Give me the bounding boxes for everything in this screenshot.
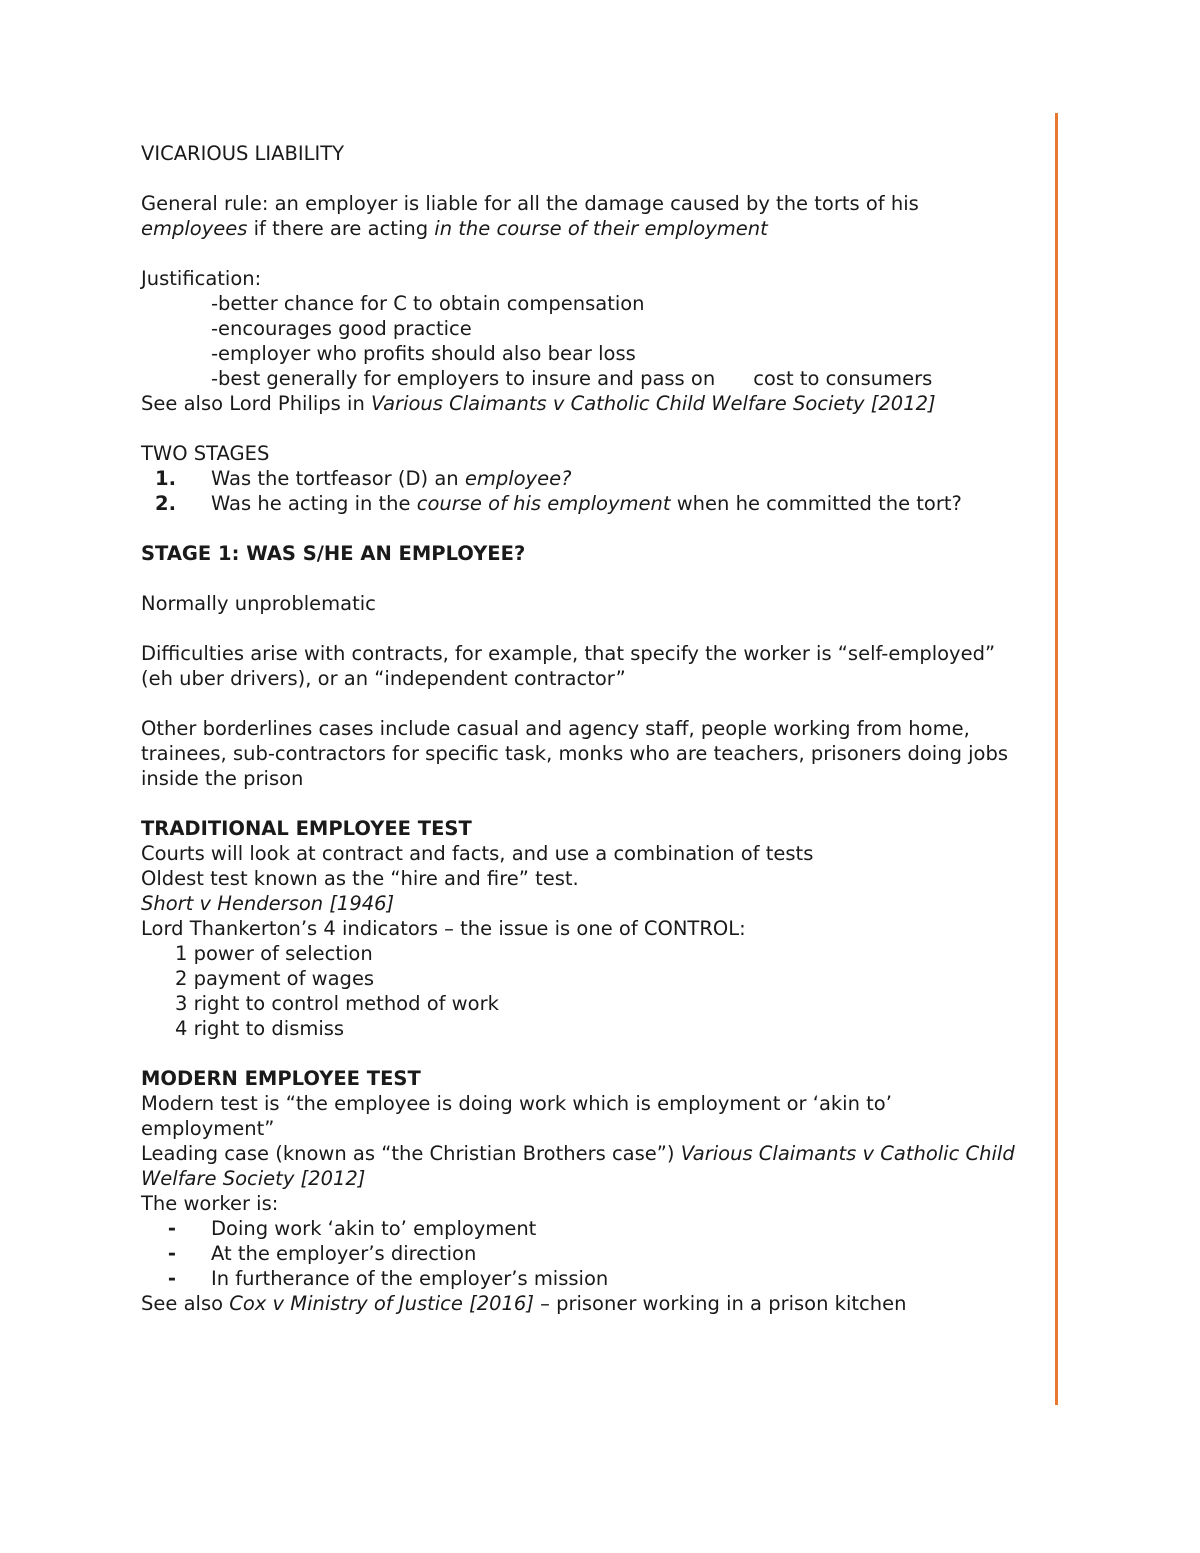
dash-marker: - [167,1217,176,1240]
case-citation: Various Claimants v Catholic Child Welfare Society [2012] [371,392,936,415]
general-rule-text: General rule: an employer is liable for all the damage caused by the torts of his [141,192,919,215]
bullet-text: Doing work ‘akin to’ employment [211,1217,537,1240]
list-number: 1. [155,467,176,490]
justification-item: -better chance for C to obtain compensation [211,292,645,315]
general-rule-italic: employees [141,217,248,240]
modern-line-text: Leading case (known as “the Christian Brothers case”) [141,1142,681,1165]
general-rule [141,191,1021,241]
bullet-item [141,1241,1021,1266]
see-also-philips [141,391,1021,416]
indicator-item: 4 right to dismiss [175,1017,345,1040]
see-also-text: See also Lord Philips in [141,392,372,415]
traditional-line: Oldest test known as the “hire and fire” test. [141,867,579,890]
list-item [141,466,1021,491]
list-item-text: Was he acting in the [211,492,417,515]
justification-item-text: -best generally for employers to insure and pass on [211,367,716,390]
document-page [141,141,1021,1316]
traditional-heading: TRADITIONAL EMPLOYEE TEST [141,817,472,840]
stage1-heading: STAGE 1: WAS S/HE AN EMPLOYEE? [141,542,526,565]
doc-title: VICARIOUS LIABILITY [141,142,345,165]
dash-marker: - [167,1267,176,1290]
justification-item-text-2: cost to consumers [753,367,933,390]
two-stages-label: TWO STAGES [141,442,270,465]
dash-marker: - [167,1242,176,1265]
justification-item [141,366,1021,391]
normally-text: Normally unproblematic [141,592,376,615]
general-rule-text-2: if there are acting [247,217,435,240]
general-rule-italic-2: in the course of their employment [434,217,768,240]
justification-item: -employer who profits should also bear loss [211,342,636,365]
case-citation: Cox v Ministry of Justice [2016] [229,1292,534,1315]
traditional-line: Courts will look at contract and facts, and use a combination of tests [141,842,814,865]
margin-rule [1055,113,1058,1405]
bullet-item [141,1216,1021,1241]
list-item [141,491,1021,516]
see-also-text: See also [141,1292,230,1315]
modern-heading: MODERN EMPLOYEE TEST [141,1067,421,1090]
modern-line: Modern test is “the employee is doing work which is employment or ‘akin to’ employment” [141,1092,892,1140]
borderline-text: Other borderlines cases include casual and agency staff, people working from home, trainees, sub-contractors for specific task, monks who are teachers, prisoners doing jobs inside the prison [141,717,1009,790]
modern-line: The worker is: [141,1192,279,1215]
justification-item: -encourages good practice [211,317,472,340]
indicator-item: 2 payment of wages [175,967,375,990]
justification-label: Justification: [141,267,262,290]
bullet-text: At the employer’s direction [211,1242,477,1265]
indicator-item: 1 power of selection [175,942,373,965]
see-also-text-2: – prisoner working in a prison kitchen [533,1292,907,1315]
indicator-item: 3 right to control method of work [175,992,499,1015]
list-item-italic: employee? [464,467,572,490]
list-item-text: Was the tortfeasor (D) an [211,467,465,490]
case-citation: Various Claimants v Catholic Child Welfare Society [2012] [141,1142,1015,1190]
modern-line [141,1141,1021,1191]
difficulties-text: Difficulties arise with contracts, for example, that specify the worker is “self-employed” (eh uber drivers), or an “independent contractor” [141,642,996,690]
bullet-text: In furtherance of the employer’s mission [211,1267,609,1290]
case-citation: Short v Henderson [1946] [141,892,395,915]
bullet-item [141,1266,1021,1291]
traditional-line: Lord Thankerton’s 4 indicators – the issue is one of CONTROL: [141,917,746,940]
list-item-text-2: when he committed the tort? [670,492,962,515]
list-item-italic: course of his employment [416,492,671,515]
see-also-cox [141,1291,1021,1316]
list-number: 2. [155,492,176,515]
